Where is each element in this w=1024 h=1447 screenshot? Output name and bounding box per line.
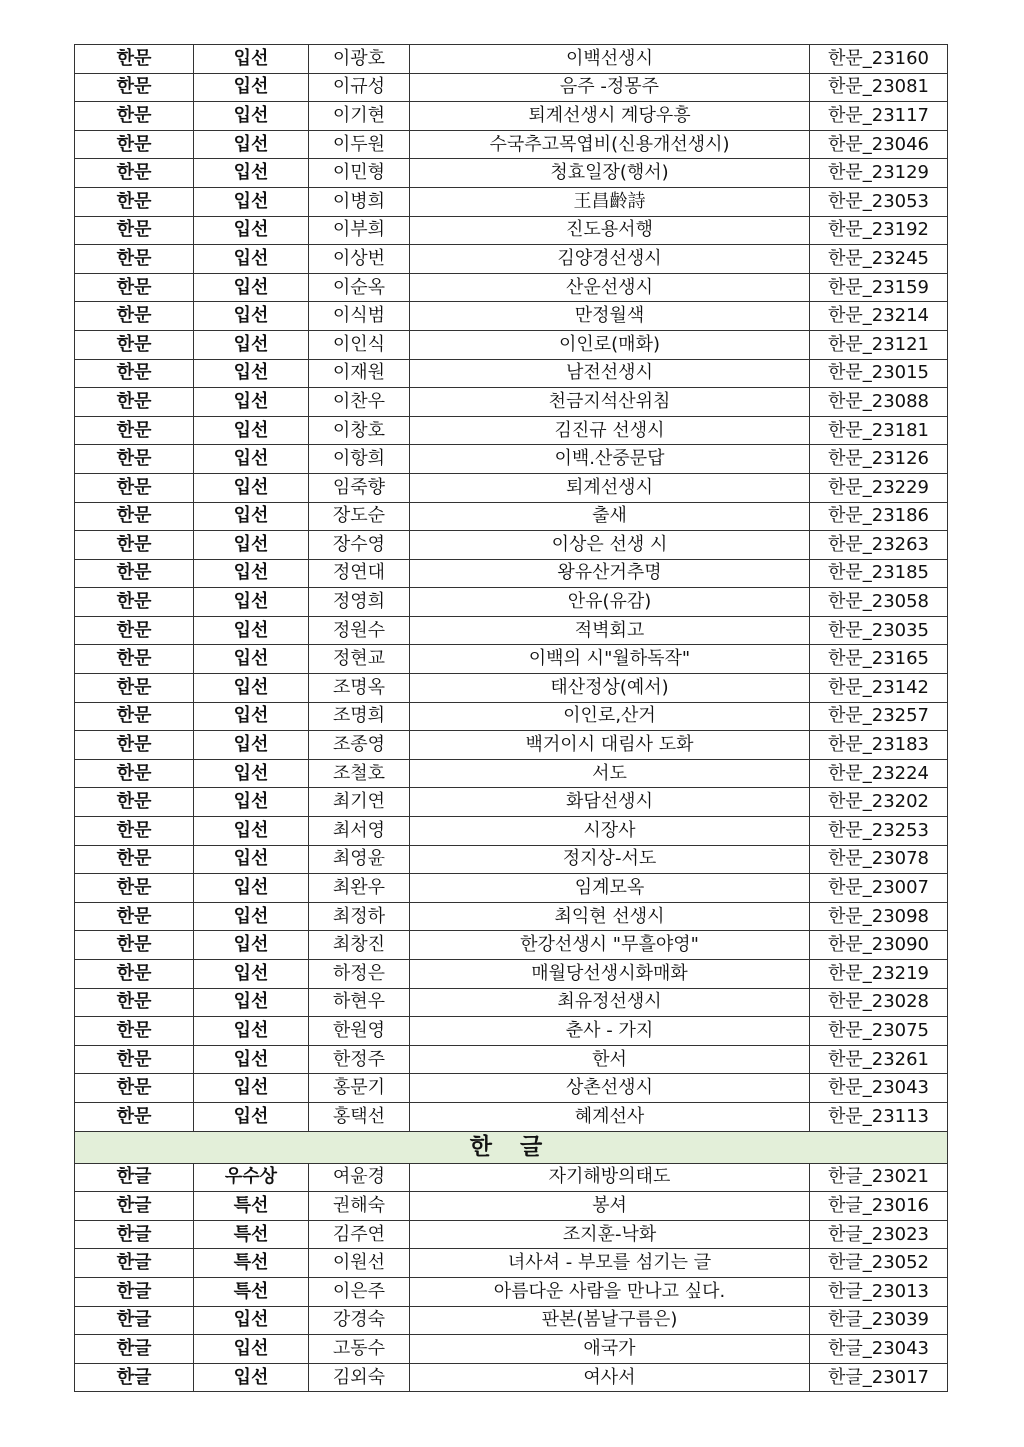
artist-name-cell: 이병희 xyxy=(309,187,410,216)
award-cell: 입선 xyxy=(194,759,309,788)
artist-name-cell: 이광호 xyxy=(309,45,410,74)
category-cell: 한문 xyxy=(75,931,194,960)
award-cell: 특선 xyxy=(194,1192,309,1221)
entry-code-cell: 한글_23016 xyxy=(810,1192,948,1221)
entry-code-cell: 한문_23219 xyxy=(810,960,948,989)
category-cell: 한문 xyxy=(75,960,194,989)
entry-code-cell: 한문_23088 xyxy=(810,388,948,417)
table-row xyxy=(75,216,948,245)
category-cell: 한문 xyxy=(75,817,194,846)
work-title-cell: 서도 xyxy=(410,759,810,788)
category-cell: 한문 xyxy=(75,273,194,302)
artist-name-cell: 이순옥 xyxy=(309,273,410,302)
award-cell: 입선 xyxy=(194,616,309,645)
category-cell: 한문 xyxy=(75,302,194,331)
work-title-cell: 천금지석산위침 xyxy=(410,388,810,417)
category-cell: 한글 xyxy=(75,1163,194,1192)
award-cell: 입선 xyxy=(194,817,309,846)
category-cell: 한글 xyxy=(75,1220,194,1249)
artist-name-cell: 이창호 xyxy=(309,416,410,445)
category-cell: 한글 xyxy=(75,1335,194,1364)
award-cell: 입선 xyxy=(194,330,309,359)
table-row xyxy=(75,845,948,874)
category-cell: 한문 xyxy=(75,245,194,274)
results-table xyxy=(74,44,948,1392)
work-title-cell: 퇴계선생시 xyxy=(410,473,810,502)
work-title-cell: 임계모옥 xyxy=(410,874,810,903)
entry-code-cell: 한문_23075 xyxy=(810,1017,948,1046)
entry-code-cell: 한글_23013 xyxy=(810,1277,948,1306)
table-row xyxy=(75,302,948,331)
work-title-cell: 만정월색 xyxy=(410,302,810,331)
table-row xyxy=(75,245,948,274)
entry-code-cell: 한문_23126 xyxy=(810,445,948,474)
category-cell: 한문 xyxy=(75,73,194,102)
entry-code-cell: 한글_23052 xyxy=(810,1249,948,1278)
results-body xyxy=(75,45,948,1392)
table-row xyxy=(75,473,948,502)
category-cell: 한문 xyxy=(75,731,194,760)
table-row xyxy=(75,731,948,760)
work-title-cell: 청효일장(행서) xyxy=(410,159,810,188)
award-cell: 입선 xyxy=(194,1017,309,1046)
artist-name-cell: 홍택선 xyxy=(309,1102,410,1131)
category-cell: 한문 xyxy=(75,159,194,188)
table-row xyxy=(75,359,948,388)
artist-name-cell: 조명옥 xyxy=(309,674,410,703)
award-cell: 입선 xyxy=(194,130,309,159)
award-cell: 입선 xyxy=(194,416,309,445)
table-row xyxy=(75,1363,948,1392)
table-row xyxy=(75,1074,948,1103)
category-cell: 한문 xyxy=(75,616,194,645)
entry-code-cell: 한문_23129 xyxy=(810,159,948,188)
category-cell: 한문 xyxy=(75,645,194,674)
award-cell: 입선 xyxy=(194,1045,309,1074)
table-row xyxy=(75,788,948,817)
table-row xyxy=(75,130,948,159)
entry-code-cell: 한문_23263 xyxy=(810,531,948,560)
work-title-cell: 봉셔 xyxy=(410,1192,810,1221)
category-cell: 한문 xyxy=(75,702,194,731)
award-cell: 입선 xyxy=(194,45,309,74)
table-row xyxy=(75,817,948,846)
work-title-cell: 王昌齡詩 xyxy=(410,187,810,216)
work-title-cell: 화담선생시 xyxy=(410,788,810,817)
award-cell: 입선 xyxy=(194,1363,309,1392)
table-row xyxy=(75,1277,948,1306)
entry-code-cell: 한글_23023 xyxy=(810,1220,948,1249)
table-row xyxy=(75,702,948,731)
table-row xyxy=(75,645,948,674)
artist-name-cell: 권해숙 xyxy=(309,1192,410,1221)
category-cell: 한문 xyxy=(75,1074,194,1103)
award-cell: 입선 xyxy=(194,645,309,674)
work-title-cell: 음주 -정몽주 xyxy=(410,73,810,102)
artist-name-cell: 김주연 xyxy=(309,1220,410,1249)
entry-code-cell: 한문_23181 xyxy=(810,416,948,445)
entry-code-cell: 한문_23043 xyxy=(810,1074,948,1103)
award-cell: 입선 xyxy=(194,731,309,760)
award-cell: 입선 xyxy=(194,216,309,245)
artist-name-cell: 이민형 xyxy=(309,159,410,188)
category-cell: 한글 xyxy=(75,1192,194,1221)
work-title-cell: 최유정선생시 xyxy=(410,988,810,1017)
artist-name-cell: 이식범 xyxy=(309,302,410,331)
work-title-cell: 김양경선생시 xyxy=(410,245,810,274)
table-row xyxy=(75,1017,948,1046)
table-row xyxy=(75,1163,948,1192)
table-row xyxy=(75,559,948,588)
work-title-cell: 태산정상(예서) xyxy=(410,674,810,703)
table-row xyxy=(75,73,948,102)
category-cell: 한문 xyxy=(75,187,194,216)
category-cell: 한문 xyxy=(75,388,194,417)
artist-name-cell: 장도순 xyxy=(309,502,410,531)
artist-name-cell: 최기연 xyxy=(309,788,410,817)
category-cell: 한문 xyxy=(75,788,194,817)
award-cell: 특선 xyxy=(194,1277,309,1306)
entry-code-cell: 한문_23015 xyxy=(810,359,948,388)
award-cell: 특선 xyxy=(194,1249,309,1278)
work-title-cell: 이백의 시"월하독작" xyxy=(410,645,810,674)
award-cell: 입선 xyxy=(194,1074,309,1103)
work-title-cell: 안유(유감) xyxy=(410,588,810,617)
award-cell: 특선 xyxy=(194,1220,309,1249)
work-title-cell: 춘사 - 가지 xyxy=(410,1017,810,1046)
artist-name-cell: 김외숙 xyxy=(309,1363,410,1392)
table-row xyxy=(75,1102,948,1131)
category-cell: 한문 xyxy=(75,988,194,1017)
artist-name-cell: 정영희 xyxy=(309,588,410,617)
table-row xyxy=(75,1306,948,1335)
category-cell: 한문 xyxy=(75,1045,194,1074)
artist-name-cell: 이규성 xyxy=(309,73,410,102)
award-cell: 입선 xyxy=(194,988,309,1017)
award-cell: 입선 xyxy=(194,788,309,817)
artist-name-cell: 한원영 xyxy=(309,1017,410,1046)
table-row xyxy=(75,416,948,445)
entry-code-cell: 한글_23043 xyxy=(810,1335,948,1364)
award-cell: 입선 xyxy=(194,388,309,417)
table-row xyxy=(75,902,948,931)
award-cell: 입선 xyxy=(194,902,309,931)
entry-code-cell: 한문_23229 xyxy=(810,473,948,502)
artist-name-cell: 최완우 xyxy=(309,874,410,903)
award-cell: 입선 xyxy=(194,187,309,216)
work-title-cell: 퇴계선생시 계당우흥 xyxy=(410,102,810,131)
artist-name-cell: 홍문기 xyxy=(309,1074,410,1103)
award-cell: 입선 xyxy=(194,359,309,388)
category-cell: 한글 xyxy=(75,1277,194,1306)
entry-code-cell: 한문_23117 xyxy=(810,102,948,131)
table-row xyxy=(75,1249,948,1278)
entry-code-cell: 한문_23261 xyxy=(810,1045,948,1074)
category-cell: 한문 xyxy=(75,130,194,159)
work-title-cell: 적벽회고 xyxy=(410,616,810,645)
work-title-cell: 자기해방의태도 xyxy=(410,1163,810,1192)
artist-name-cell: 강경숙 xyxy=(309,1306,410,1335)
table-row xyxy=(75,445,948,474)
work-title-cell: 여사서 xyxy=(410,1363,810,1392)
work-title-cell: 왕유산거추명 xyxy=(410,559,810,588)
artist-name-cell: 고동수 xyxy=(309,1335,410,1364)
table-row xyxy=(75,960,948,989)
entry-code-cell: 한문_23078 xyxy=(810,845,948,874)
work-title-cell: 이인로,산거 xyxy=(410,702,810,731)
award-cell: 입선 xyxy=(194,159,309,188)
category-cell: 한글 xyxy=(75,1363,194,1392)
work-title-cell: 이인로(매화) xyxy=(410,330,810,359)
category-cell: 한문 xyxy=(75,473,194,502)
entry-code-cell: 한문_23160 xyxy=(810,45,948,74)
artist-name-cell: 이부희 xyxy=(309,216,410,245)
entry-code-cell: 한문_23224 xyxy=(810,759,948,788)
entry-code-cell: 한문_23090 xyxy=(810,931,948,960)
work-title-cell: 상촌선생시 xyxy=(410,1074,810,1103)
award-cell: 입선 xyxy=(194,960,309,989)
category-cell: 한문 xyxy=(75,531,194,560)
table-row xyxy=(75,674,948,703)
category-cell: 한문 xyxy=(75,674,194,703)
artist-name-cell: 이은주 xyxy=(309,1277,410,1306)
artist-name-cell: 하현우 xyxy=(309,988,410,1017)
award-cell: 입선 xyxy=(194,73,309,102)
entry-code-cell: 한문_23046 xyxy=(810,130,948,159)
entry-code-cell: 한문_23257 xyxy=(810,702,948,731)
artist-name-cell: 이원선 xyxy=(309,1249,410,1278)
work-title-cell: 녀사셔 - 부모를 섬기는 글 xyxy=(410,1249,810,1278)
award-cell: 입선 xyxy=(194,1102,309,1131)
work-title-cell: 정지상-서도 xyxy=(410,845,810,874)
table-row xyxy=(75,273,948,302)
award-cell: 입선 xyxy=(194,931,309,960)
entry-code-cell: 한문_23183 xyxy=(810,731,948,760)
entry-code-cell: 한문_23202 xyxy=(810,788,948,817)
category-cell: 한문 xyxy=(75,416,194,445)
artist-name-cell: 한정주 xyxy=(309,1045,410,1074)
entry-code-cell: 한문_23028 xyxy=(810,988,948,1017)
work-title-cell: 시장사 xyxy=(410,817,810,846)
work-title-cell: 이상은 선생 시 xyxy=(410,531,810,560)
entry-code-cell: 한글_23017 xyxy=(810,1363,948,1392)
entry-code-cell: 한문_23098 xyxy=(810,902,948,931)
work-title-cell: 산운선생시 xyxy=(410,273,810,302)
table-row xyxy=(75,330,948,359)
entry-code-cell: 한문_23053 xyxy=(810,187,948,216)
award-cell: 입선 xyxy=(194,531,309,560)
work-title-cell: 백거이시 대림사 도화 xyxy=(410,731,810,760)
entry-code-cell: 한문_23214 xyxy=(810,302,948,331)
table-row xyxy=(75,159,948,188)
artist-name-cell: 이기현 xyxy=(309,102,410,131)
table-row xyxy=(75,1045,948,1074)
award-cell: 입선 xyxy=(194,245,309,274)
entry-code-cell: 한문_23253 xyxy=(810,817,948,846)
table-row xyxy=(75,1335,948,1364)
table-row xyxy=(75,1220,948,1249)
work-title-cell: 판본(봄날구름은) xyxy=(410,1306,810,1335)
artist-name-cell: 조종영 xyxy=(309,731,410,760)
work-title-cell: 한강선생시 "무흘야영" xyxy=(410,931,810,960)
artist-name-cell: 최서영 xyxy=(309,817,410,846)
work-title-cell: 수국추고목엽비(신용개선생시) xyxy=(410,130,810,159)
table-row xyxy=(75,759,948,788)
section-header-row xyxy=(75,1131,948,1163)
artist-name-cell: 장수영 xyxy=(309,531,410,560)
category-cell: 한문 xyxy=(75,45,194,74)
table-row xyxy=(75,502,948,531)
award-cell: 입선 xyxy=(194,302,309,331)
work-title-cell: 진도용서행 xyxy=(410,216,810,245)
award-cell: 입선 xyxy=(194,1306,309,1335)
work-title-cell: 최익현 선생시 xyxy=(410,902,810,931)
work-title-cell: 이백선생시 xyxy=(410,45,810,74)
work-title-cell: 출새 xyxy=(410,502,810,531)
category-cell: 한문 xyxy=(75,216,194,245)
award-cell: 입선 xyxy=(194,588,309,617)
award-cell: 입선 xyxy=(194,674,309,703)
work-title-cell: 애국가 xyxy=(410,1335,810,1364)
work-title-cell: 이백.산중문답 xyxy=(410,445,810,474)
entry-code-cell: 한문_23185 xyxy=(810,559,948,588)
award-cell: 입선 xyxy=(194,102,309,131)
entry-code-cell: 한문_23081 xyxy=(810,73,948,102)
category-cell: 한문 xyxy=(75,559,194,588)
table-row xyxy=(75,187,948,216)
entry-code-cell: 한문_23035 xyxy=(810,616,948,645)
award-cell: 입선 xyxy=(194,445,309,474)
category-cell: 한문 xyxy=(75,359,194,388)
award-cell: 입선 xyxy=(194,473,309,502)
artist-name-cell: 이재원 xyxy=(309,359,410,388)
entry-code-cell: 한문_23121 xyxy=(810,330,948,359)
category-cell: 한문 xyxy=(75,502,194,531)
table-row xyxy=(75,874,948,903)
entry-code-cell: 한문_23058 xyxy=(810,588,948,617)
entry-code-cell: 한문_23245 xyxy=(810,245,948,274)
award-cell: 입선 xyxy=(194,559,309,588)
artist-name-cell: 정현교 xyxy=(309,645,410,674)
artist-name-cell: 임죽향 xyxy=(309,473,410,502)
artist-name-cell: 정연대 xyxy=(309,559,410,588)
artist-name-cell: 여윤경 xyxy=(309,1163,410,1192)
table-row xyxy=(75,388,948,417)
table-row xyxy=(75,616,948,645)
work-title-cell: 남전선생시 xyxy=(410,359,810,388)
category-cell: 한문 xyxy=(75,588,194,617)
category-cell: 한문 xyxy=(75,845,194,874)
entry-code-cell: 한문_23159 xyxy=(810,273,948,302)
artist-name-cell: 조철호 xyxy=(309,759,410,788)
section-title: 한 글 xyxy=(75,1131,948,1163)
award-cell: 입선 xyxy=(194,874,309,903)
work-title-cell: 김진규 선생시 xyxy=(410,416,810,445)
award-cell: 입선 xyxy=(194,845,309,874)
table-row xyxy=(75,45,948,74)
table-row xyxy=(75,1192,948,1221)
entry-code-cell: 한문_23186 xyxy=(810,502,948,531)
table-row xyxy=(75,102,948,131)
award-cell: 입선 xyxy=(194,1335,309,1364)
award-cell: 입선 xyxy=(194,273,309,302)
category-cell: 한문 xyxy=(75,759,194,788)
entry-code-cell: 한글_23039 xyxy=(810,1306,948,1335)
work-title-cell: 아름다운 사람을 만나고 싶다. xyxy=(410,1277,810,1306)
category-cell: 한문 xyxy=(75,102,194,131)
category-cell: 한글 xyxy=(75,1249,194,1278)
artist-name-cell: 이항희 xyxy=(309,445,410,474)
award-cell: 입선 xyxy=(194,702,309,731)
artist-name-cell: 최영윤 xyxy=(309,845,410,874)
artist-name-cell: 최정하 xyxy=(309,902,410,931)
category-cell: 한문 xyxy=(75,902,194,931)
artist-name-cell: 최창진 xyxy=(309,931,410,960)
work-title-cell: 조지훈-낙화 xyxy=(410,1220,810,1249)
artist-name-cell: 정원수 xyxy=(309,616,410,645)
table-row xyxy=(75,588,948,617)
entry-code-cell: 한문_23165 xyxy=(810,645,948,674)
category-cell: 한문 xyxy=(75,874,194,903)
work-title-cell: 혜계선사 xyxy=(410,1102,810,1131)
table-row xyxy=(75,931,948,960)
category-cell: 한문 xyxy=(75,330,194,359)
category-cell: 한문 xyxy=(75,1017,194,1046)
work-title-cell: 매월당선생시화매화 xyxy=(410,960,810,989)
artist-name-cell: 이상번 xyxy=(309,245,410,274)
work-title-cell: 한서 xyxy=(410,1045,810,1074)
award-cell: 입선 xyxy=(194,502,309,531)
category-cell: 한문 xyxy=(75,445,194,474)
artist-name-cell: 하정은 xyxy=(309,960,410,989)
artist-name-cell: 이인식 xyxy=(309,330,410,359)
category-cell: 한문 xyxy=(75,1102,194,1131)
entry-code-cell: 한글_23021 xyxy=(810,1163,948,1192)
category-cell: 한글 xyxy=(75,1306,194,1335)
table-row xyxy=(75,988,948,1017)
award-cell: 우수상 xyxy=(194,1163,309,1192)
entry-code-cell: 한문_23113 xyxy=(810,1102,948,1131)
artist-name-cell: 이두원 xyxy=(309,130,410,159)
entry-code-cell: 한문_23142 xyxy=(810,674,948,703)
artist-name-cell: 이찬우 xyxy=(309,388,410,417)
entry-code-cell: 한문_23192 xyxy=(810,216,948,245)
table-row xyxy=(75,531,948,560)
artist-name-cell: 조명희 xyxy=(309,702,410,731)
entry-code-cell: 한문_23007 xyxy=(810,874,948,903)
